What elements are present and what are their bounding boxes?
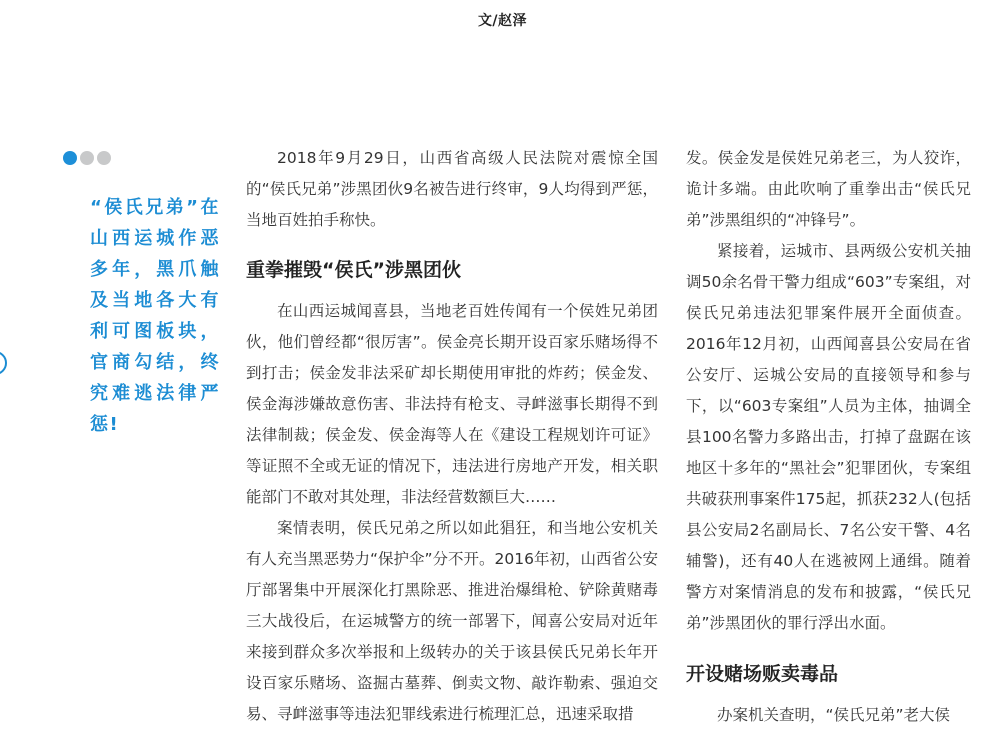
dot-icon xyxy=(97,151,111,165)
circle-edge-icon xyxy=(0,351,7,375)
paragraph-continued: 发。侯金发是侯姓兄弟老三，为人狡诈，诡计多端。由此吹响了重拳出击“侯氏兄弟”涉黑组织的“冲锋号”。 xyxy=(686,149,971,229)
pull-quote: “侯氏兄弟”在山西运城作恶多年，黑爪触及当地各大有利可图板块，官商勾结，终究难逃法律严惩! xyxy=(90,197,220,435)
dot-icon xyxy=(80,151,94,165)
article-column-1 xyxy=(246,143,658,730)
paragraph: 办案机关查明，“侯氏兄弟”老大侯 xyxy=(717,706,951,724)
paragraph-intro: 2018年9月29日，山西省高级人民法院对震惊全国的“侯氏兄弟”涉黑团伙9名被告进行终审，9人均得到严惩，当地百姓拍手称快。 xyxy=(246,149,658,229)
article-column-2 xyxy=(686,143,971,731)
paragraph: 案情表明，侯氏兄弟之所以如此猖狂，和当地公安机关有人充当黑恶势力“保护伞”分不开。2016年初，山西省公安厅部署集中开展深化打黑除恶、推进治爆缉枪、铲除黄赌毒三大战役后，在运城警方的统一部署下，闻喜公安局对近年来接到群众多次举报和上级转办的关于该县侯氏兄弟长年开设百家乐赌场、盗掘古墓葬、倒卖文物、敲诈勒索、强迫交易、寻衅滋事等违法犯罪线索进行梳理汇总，迅速采取措 xyxy=(246,519,659,723)
article-byline: 文/赵泽 xyxy=(477,13,528,29)
section-heading: 开设赌场贩卖毒品 xyxy=(686,663,839,685)
paragraph: 在山西运城闻喜县，当地老百姓传闻有一个侯姓兄弟团伙，他们曾经都“很厉害”。侯金亮长期开设百家乐赌场得不到打击；侯金发非法采矿却长期使用审批的炸药；侯金发、侯金海涉嫌故意伤害、非法持有枪支、寻衅滋事长期得不到法律制裁；侯金发、侯金海等人在《建设工程规划许可证》等证照不全或无证的情况下，违法进行房地产开发，相关职能部门不敢对其处理，非法经营数额巨大…… xyxy=(246,302,658,506)
page-indicator-dots xyxy=(63,151,111,165)
section-heading: 重拳摧毁“侯氏”涉黑团伙 xyxy=(246,259,461,281)
dot-active-icon xyxy=(63,151,77,165)
paragraph: 紧接着，运城市、县两级公安机关抽调50余名骨干警力组成“603”专案组，对侯氏兄弟违法犯罪案件展开全面侦查。2016年12月初，山西闻喜县公安局在省公安厅、运城公安局的直接领导和参与下，以“603专案组”人员为主体，抽调全县100名警力多路出击，打掉了盘踞在该地区十多年的“黑社会”犯罪团伙，专案组共破获刑事案件175起，抓获232人(包括县公安局2名副局长、7名公安干警、4名辅警)，还有40人在逃被网上通缉。随着警方对案情消息的发布和披露，“侯氏兄弟”涉黑团伙的罪行浮出水面。 xyxy=(686,242,971,632)
